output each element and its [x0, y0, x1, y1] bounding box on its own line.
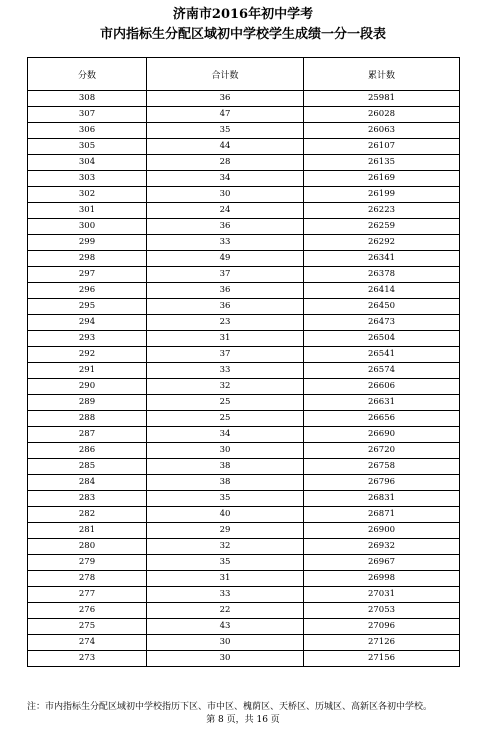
cell-count: 38 — [147, 459, 304, 475]
cell-count: 47 — [147, 107, 304, 123]
cell-cumulative: 26998 — [304, 571, 460, 587]
table-row — [28, 299, 460, 315]
cell-score: 281 — [28, 523, 147, 539]
cell-score: 276 — [28, 603, 147, 619]
table-row — [28, 331, 460, 347]
cell-score: 294 — [28, 315, 147, 331]
column-header-count: 合计数 — [147, 58, 304, 91]
cell-cumulative: 26932 — [304, 539, 460, 555]
cell-score: 307 — [28, 107, 147, 123]
table-row — [28, 219, 460, 235]
table-row — [28, 283, 460, 299]
cell-score: 288 — [28, 411, 147, 427]
table-row — [28, 251, 460, 267]
cell-count: 43 — [147, 619, 304, 635]
table-row — [28, 267, 460, 283]
cell-count: 37 — [147, 267, 304, 283]
cell-score: 278 — [28, 571, 147, 587]
cell-count: 22 — [147, 603, 304, 619]
column-header-cumulative: 累计数 — [304, 58, 460, 91]
cell-count: 35 — [147, 123, 304, 139]
cell-cumulative: 27126 — [304, 635, 460, 651]
table-row — [28, 587, 460, 603]
column-header-score: 分数 — [28, 58, 147, 91]
cell-cumulative: 26107 — [304, 139, 460, 155]
cell-score: 287 — [28, 427, 147, 443]
cell-cumulative: 26259 — [304, 219, 460, 235]
cell-score: 296 — [28, 283, 147, 299]
cell-score: 301 — [28, 203, 147, 219]
cell-score: 286 — [28, 443, 147, 459]
cell-count: 32 — [147, 539, 304, 555]
cell-cumulative: 26473 — [304, 315, 460, 331]
table-row — [28, 411, 460, 427]
cell-count: 36 — [147, 219, 304, 235]
cell-count: 40 — [147, 507, 304, 523]
cell-count: 36 — [147, 91, 304, 107]
cell-cumulative: 26690 — [304, 427, 460, 443]
cell-score: 280 — [28, 539, 147, 555]
cell-cumulative: 25981 — [304, 91, 460, 107]
cell-score: 282 — [28, 507, 147, 523]
cell-count: 24 — [147, 203, 304, 219]
cell-score: 291 — [28, 363, 147, 379]
cell-count: 38 — [147, 475, 304, 491]
table-header-row — [28, 58, 460, 91]
cell-cumulative: 26341 — [304, 251, 460, 267]
cell-count: 23 — [147, 315, 304, 331]
cell-cumulative: 26199 — [304, 187, 460, 203]
cell-score: 305 — [28, 139, 147, 155]
cell-score: 299 — [28, 235, 147, 251]
table-row — [28, 523, 460, 539]
cell-count: 35 — [147, 491, 304, 507]
cell-count: 33 — [147, 363, 304, 379]
footnote: 注：市内指标生分配区域初中学校指历下区、市中区、槐荫区、天桥区、历城区、高新区各初中学校。 — [27, 702, 433, 712]
table-row — [28, 235, 460, 251]
cell-count: 36 — [147, 283, 304, 299]
cell-cumulative: 26223 — [304, 203, 460, 219]
table-row — [28, 443, 460, 459]
cell-score: 293 — [28, 331, 147, 347]
cell-score: 275 — [28, 619, 147, 635]
table-row — [28, 107, 460, 123]
table-row — [28, 539, 460, 555]
cell-count: 37 — [147, 347, 304, 363]
cell-cumulative: 26656 — [304, 411, 460, 427]
table-row — [28, 619, 460, 635]
table-row — [28, 651, 460, 667]
cell-cumulative: 26292 — [304, 235, 460, 251]
cell-score: 283 — [28, 491, 147, 507]
table-row — [28, 123, 460, 139]
cell-cumulative: 26135 — [304, 155, 460, 171]
cell-cumulative: 26028 — [304, 107, 460, 123]
cell-count: 36 — [147, 299, 304, 315]
table-row — [28, 379, 460, 395]
cell-count: 30 — [147, 187, 304, 203]
table-row — [28, 427, 460, 443]
table-row — [28, 315, 460, 331]
table-row — [28, 635, 460, 651]
cell-count: 49 — [147, 251, 304, 267]
table-row — [28, 155, 460, 171]
cell-count: 30 — [147, 443, 304, 459]
cell-cumulative: 26169 — [304, 171, 460, 187]
cell-cumulative: 27156 — [304, 651, 460, 667]
cell-count: 29 — [147, 523, 304, 539]
table-row — [28, 555, 460, 571]
document-title: 济南市2016年初中学考 — [172, 7, 314, 22]
cell-cumulative: 26378 — [304, 267, 460, 283]
cell-score: 298 — [28, 251, 147, 267]
score-distribution-table — [27, 57, 460, 667]
table-row — [28, 459, 460, 475]
cell-score: 302 — [28, 187, 147, 203]
cell-score: 304 — [28, 155, 147, 171]
cell-score: 274 — [28, 635, 147, 651]
document-subtitle: 市内指标生分配区域初中学校学生成绩一分一段表 — [99, 27, 386, 42]
cell-score: 284 — [28, 475, 147, 491]
cell-count: 30 — [147, 635, 304, 651]
cell-count: 44 — [147, 139, 304, 155]
table-row — [28, 475, 460, 491]
cell-cumulative: 26606 — [304, 379, 460, 395]
cell-score: 297 — [28, 267, 147, 283]
cell-cumulative: 26450 — [304, 299, 460, 315]
cell-count: 31 — [147, 571, 304, 587]
cell-count: 32 — [147, 379, 304, 395]
table-row — [28, 491, 460, 507]
cell-count: 34 — [147, 427, 304, 443]
cell-cumulative: 26631 — [304, 395, 460, 411]
cell-cumulative: 26504 — [304, 331, 460, 347]
cell-count: 28 — [147, 155, 304, 171]
cell-score: 290 — [28, 379, 147, 395]
table-row — [28, 203, 460, 219]
cell-score: 285 — [28, 459, 147, 475]
cell-cumulative: 26414 — [304, 283, 460, 299]
cell-cumulative: 27053 — [304, 603, 460, 619]
cell-count: 30 — [147, 651, 304, 667]
cell-cumulative: 26758 — [304, 459, 460, 475]
table-row — [28, 187, 460, 203]
table-row — [28, 507, 460, 523]
cell-score: 279 — [28, 555, 147, 571]
cell-cumulative: 26541 — [304, 347, 460, 363]
cell-count: 31 — [147, 331, 304, 347]
cell-count: 34 — [147, 171, 304, 187]
table-row — [28, 603, 460, 619]
table-row — [28, 139, 460, 155]
page-number: 第 8 页，共 16 页 — [206, 715, 280, 725]
cell-cumulative: 26831 — [304, 491, 460, 507]
table-row — [28, 395, 460, 411]
cell-cumulative: 27096 — [304, 619, 460, 635]
cell-score: 295 — [28, 299, 147, 315]
cell-count: 25 — [147, 395, 304, 411]
cell-count: 35 — [147, 555, 304, 571]
table-body — [28, 91, 460, 667]
cell-score: 292 — [28, 347, 147, 363]
cell-cumulative: 26063 — [304, 123, 460, 139]
cell-cumulative: 26967 — [304, 555, 460, 571]
table-row — [28, 571, 460, 587]
cell-score: 303 — [28, 171, 147, 187]
cell-cumulative: 26871 — [304, 507, 460, 523]
cell-count: 25 — [147, 411, 304, 427]
cell-cumulative: 27031 — [304, 587, 460, 603]
cell-count: 33 — [147, 587, 304, 603]
cell-cumulative: 26574 — [304, 363, 460, 379]
cell-score: 308 — [28, 91, 147, 107]
table-row — [28, 171, 460, 187]
table-row — [28, 347, 460, 363]
table-row — [28, 363, 460, 379]
cell-score: 300 — [28, 219, 147, 235]
cell-count: 33 — [147, 235, 304, 251]
cell-cumulative: 26796 — [304, 475, 460, 491]
table-row — [28, 91, 460, 107]
cell-score: 277 — [28, 587, 147, 603]
cell-score: 306 — [28, 123, 147, 139]
cell-score: 273 — [28, 651, 147, 667]
cell-score: 289 — [28, 395, 147, 411]
cell-cumulative: 26900 — [304, 523, 460, 539]
cell-cumulative: 26720 — [304, 443, 460, 459]
